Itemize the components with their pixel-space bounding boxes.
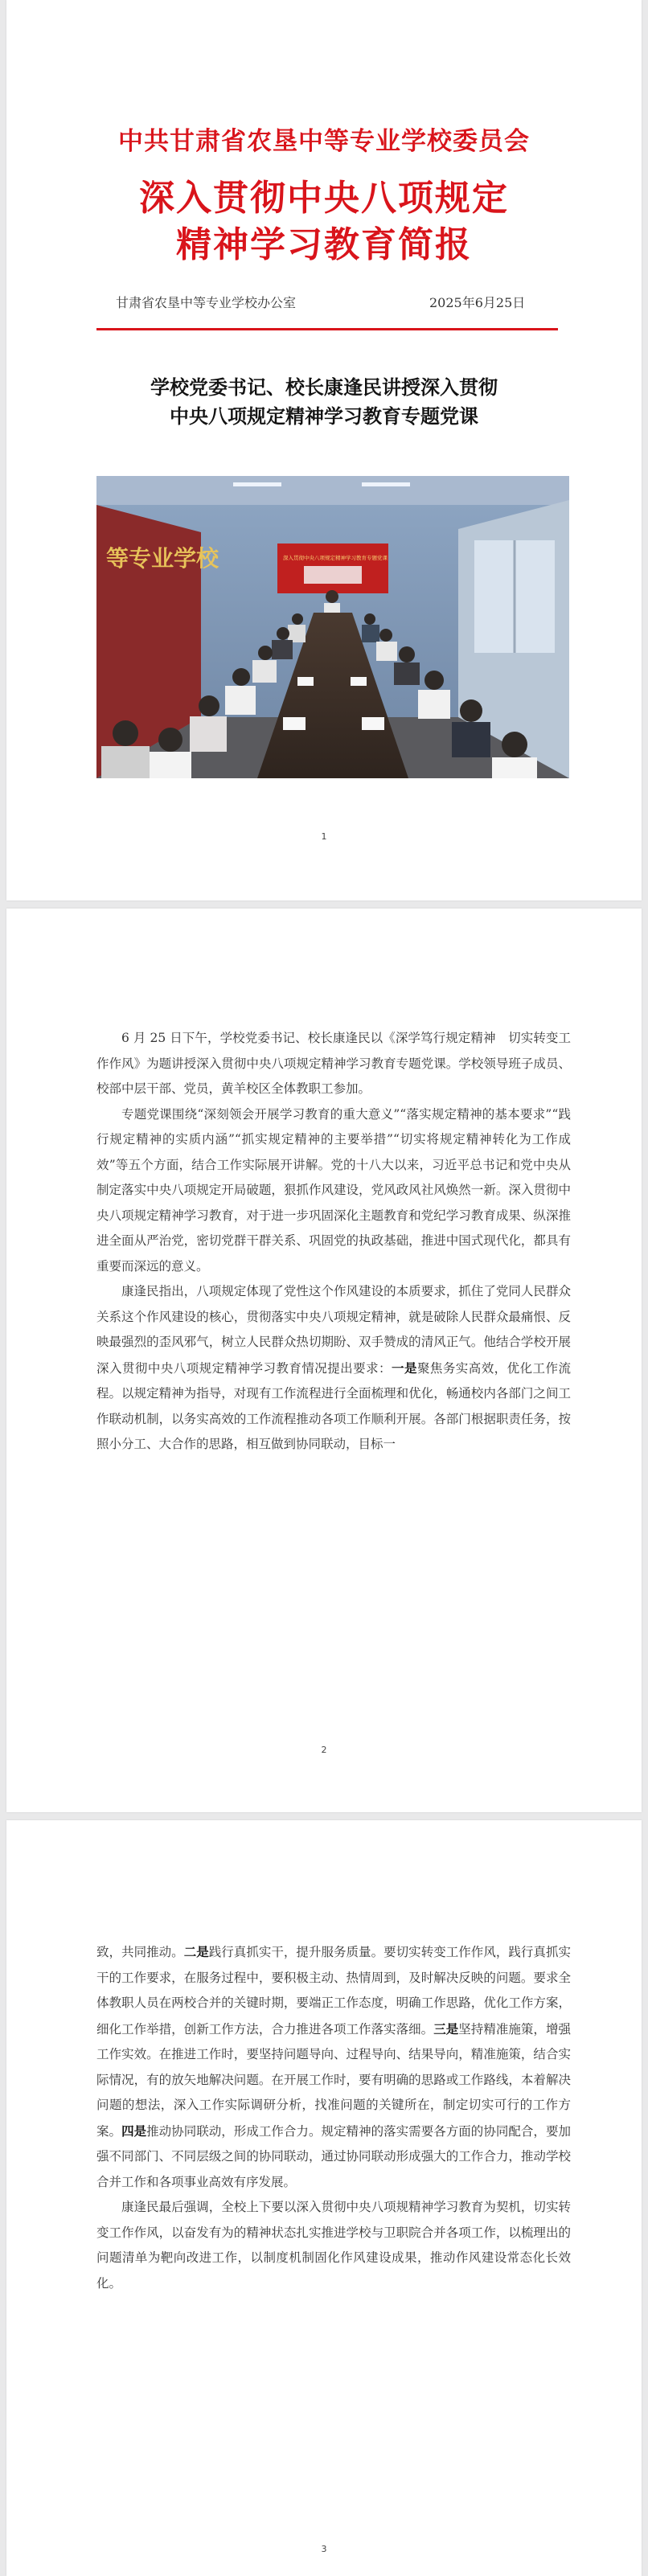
paragraph: 专题党课围绕“深刻领会开展学习教育的重大意义”“落实规定精神的基本要求”“践行规定精神的实质内涵”“抓实规定精神的主要举措”“切实将规定精神转化为工作成效”等五个方面，结合工作实际展开讲解。党的十八大以来，习近平总书记和党中央从制定落实中央八项规定开局破题，狠抓作风建设，党风政风社风焕然一新。深入贯彻中央八项规定精神学习教育，对于进一步巩固深化主题教育和党纪学习教育成果、纵深推进全面从严治党，密切党群干群关系、巩固党的执政基础，推进中国式现代化，都具有重要而深远的意义。 xyxy=(96,1106,571,1274)
issuing-office: 甘肃省农垦中等专业学校办公室 xyxy=(116,295,297,310)
page-1 xyxy=(6,0,642,900)
issue-date: 2025年6月25日 xyxy=(429,295,526,310)
issuing-organization: 中共甘肃省农垦中等专业学校委员会 xyxy=(118,127,530,156)
wall-sign-text: 等专业学校 xyxy=(106,545,219,572)
body-text xyxy=(96,1939,571,2296)
paragraph: 致，共同推动。二是践行真抓实干，提升服务质量。要切实转变工作作风，践行真抓实干的工作要求，在服务过程中，要积极主动、热情周到，及时解决反映的问题。要求全体教职人员在两校合并的关键时期，要端正工作态度，明确工作思路，优化工作方案，细化工作举措，创新工作方法，合力推进各项工作落实落细。三是坚持精准施策，增强工作实效。在推进工作时，要坚持问题导向、过程导向、结果导向，精准施策，结合实际情况，有的放矢地解决问题。在开展工作时，要有明确的思路或工作路线，本着解决问题的想法，深入工作实际调研分析，找准问题的关键所在，制定切实可行的工作方案。四是推动协同联动，形成工作合力。规定精神的落实需要各方面的协同配合，要加强不同部门、不同层级之间的协同联动，通过协同联动形成强大的工作合力，推动学校合并工作和各项事业高效有序发展。 xyxy=(96,1944,571,2189)
article-title-line2: 中央八项规定精神学习教育专题党课 xyxy=(170,404,478,428)
paragraph: 康逢民指出，八项规定体现了党性这个作风建设的本质要求，抓住了党同人民群众关系这个作风建设的核心，贯彻落实中央八项规定精神，就是破除人民群众最痛恨、反映最强烈的歪风邪气，树立人民群众热切期盼、双手赞成的清风正气。他结合学校开展深入贯彻中央八项规定精神学习教育情况提出要求：一是聚焦务实高效，优化工作流程。以规定精神为指导，对现有工作流程进行全面梳理和优化，畅通校内各部门之间工作联动机制，以务实高效的工作流程推动各项工作顺利开展。各部门根据职责任务，按照小分工、大合作的思路，相互做到协同联动，目标一 xyxy=(96,1284,571,1451)
meeting-photo-illustration xyxy=(96,476,569,778)
red-divider xyxy=(96,328,558,330)
page-2 xyxy=(6,909,642,1812)
article-title-line1: 学校党委书记、校长康逢民讲授深入贯彻 xyxy=(150,375,498,399)
bulletin-title-line2: 精神学习教育简报 xyxy=(176,224,472,265)
page-3 xyxy=(6,1820,642,2576)
photo-banner-text: 深入贯彻中央八项规定精神学习教育专题党课 xyxy=(283,555,388,561)
paragraph: 6 月 25 日下午，学校党委书记、校长康逢民以《深学笃行规定精神 切实转变工作作风》为题讲授深入贯彻中央八项规定精神学习教育专题党课。学校领导班子成员、校部中层干部、党员，黄羊校区全体教职工参加。 xyxy=(96,1031,571,1096)
page-number: 2 xyxy=(321,1745,327,1755)
page-number: 3 xyxy=(321,2544,327,2554)
bulletin-title-line1: 深入贯彻中央八项规定 xyxy=(139,178,509,219)
meeting-photo xyxy=(96,476,569,778)
page-number: 1 xyxy=(321,831,327,842)
paragraph: 康逢民最后强调，全校上下要以深入贯彻中央八项规精神学习教育为契机，切实转变工作作风，以奋发有为的精神状态扎实推进学校与卫职院合并各项工作，以梳理出的问题清单为靶向改进工作，以制度机制固化作风建设成果，推动作风建设常态化长效化。 xyxy=(96,2200,571,2291)
body-text xyxy=(96,1026,571,1458)
